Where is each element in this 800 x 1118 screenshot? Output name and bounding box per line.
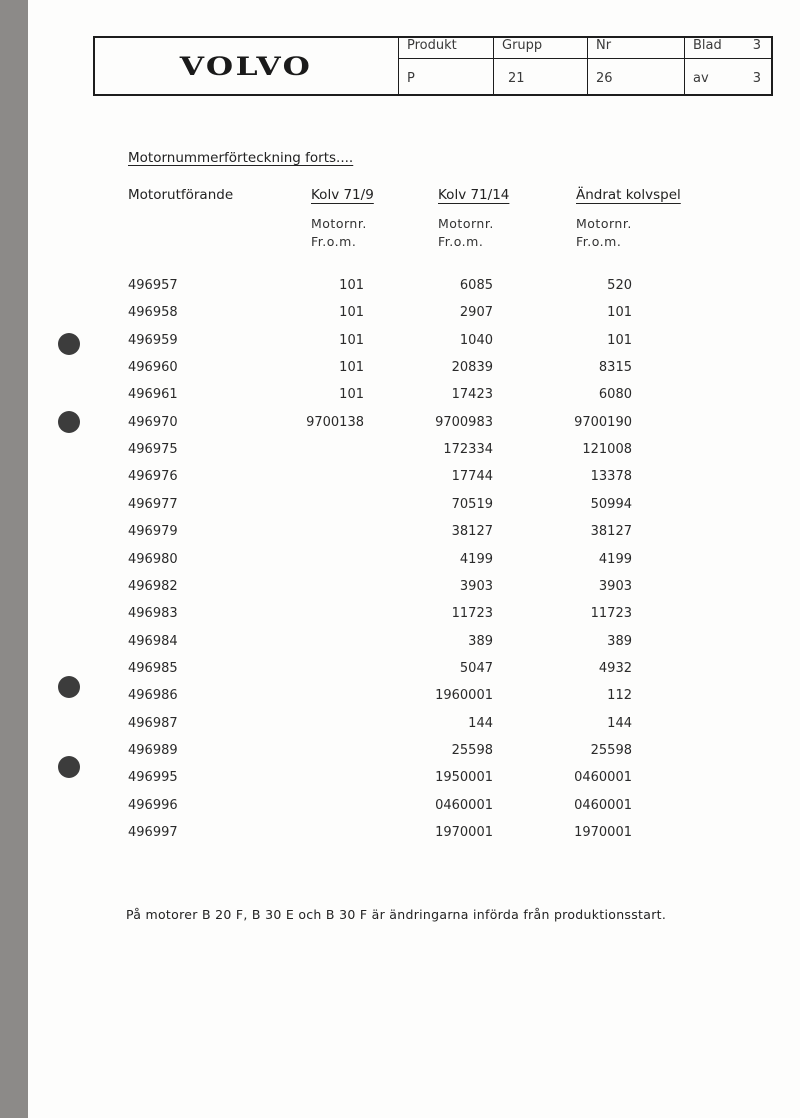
table-row [0, 688, 800, 710]
motor-number-cell: 496958 [128, 305, 178, 321]
kolv-71-14-cell: 17423 [451, 387, 493, 403]
logo-cell [95, 38, 398, 94]
kolv-71-9-cell: 101 [339, 305, 364, 321]
andrat-kolvspel-cell: 9700190 [574, 414, 632, 430]
kolv-71-14-cell: 70519 [451, 496, 493, 512]
subheader-line: Motornr. [576, 216, 632, 231]
kolv-71-14-cell: 11723 [451, 606, 493, 622]
kolv-71-14-cell: 389 [468, 633, 493, 649]
kolv-71-14-cell: 144 [468, 715, 493, 731]
subheader-line: Motornr. [438, 216, 494, 231]
motor-number-cell: 496986 [128, 688, 178, 704]
footnote: På motorer B 20 F, B 30 E och B 30 F är ändringarna införda från produktionsstart. [126, 907, 667, 922]
motor-number-cell: 496982 [128, 578, 178, 594]
andrat-kolvspel-cell: 1970001 [574, 825, 632, 840]
produkt-label: Produkt [407, 38, 457, 53]
document-header [93, 36, 773, 96]
grupp-value: 21 [508, 71, 525, 86]
table-row [0, 442, 800, 464]
kolv-71-14-cell: 6085 [459, 278, 493, 293]
table-row [0, 469, 800, 491]
table-row [0, 579, 800, 601]
kolv-71-14-cell: 1960001 [435, 688, 493, 704]
subheader-line: Fr.o.m. [311, 234, 357, 249]
kolv-71-14-cell: 38127 [451, 524, 493, 540]
table-row [0, 278, 800, 300]
andrat-kolvspel-cell: 101 [607, 305, 632, 321]
table-row [0, 305, 800, 327]
motor-number-cell: 496983 [128, 606, 178, 622]
column-subheader [311, 215, 367, 251]
column-header-kolv-71-9: Kolv 71/9 [311, 187, 374, 203]
av-label: av [693, 71, 709, 86]
table-row [0, 634, 800, 656]
kolv-71-14-cell: 4199 [459, 551, 493, 567]
motor-number-cell: 496987 [128, 715, 178, 731]
table-row [0, 825, 800, 847]
andrat-kolvspel-cell: 121008 [582, 442, 632, 458]
andrat-kolvspel-cell: 144 [607, 715, 632, 731]
andrat-kolvspel-cell: 50994 [590, 496, 632, 512]
kolv-71-9-cell: 101 [339, 360, 364, 376]
subheader-line: Fr.o.m. [438, 234, 484, 249]
motor-number-cell: 496959 [128, 332, 178, 348]
andrat-kolvspel-cell: 0460001 [574, 797, 632, 813]
motor-number-cell: 496989 [128, 742, 178, 758]
kolv-71-14-cell: 0460001 [435, 797, 493, 813]
kolv-71-14-cell: 1950001 [435, 770, 493, 786]
table-row [0, 798, 800, 820]
andrat-kolvspel-cell: 0460001 [574, 770, 632, 786]
grupp-cell [493, 38, 587, 94]
kolv-71-9-cell: 101 [339, 387, 364, 403]
andrat-kolvspel-cell: 4932 [598, 660, 632, 676]
motor-number-cell: 496997 [128, 825, 178, 840]
motor-number-cell: 496995 [128, 770, 178, 786]
kolv-71-14-cell: 5047 [459, 660, 493, 676]
kolv-71-14-cell: 1970001 [435, 825, 493, 840]
produkt-value: P [407, 71, 415, 86]
andrat-kolvspel-cell: 112 [607, 688, 632, 704]
andrat-kolvspel-cell: 101 [607, 332, 632, 348]
motor-number-cell: 496976 [128, 469, 178, 485]
motor-number-cell: 496957 [128, 278, 178, 293]
kolv-71-14-cell: 2907 [459, 305, 493, 321]
andrat-kolvspel-cell: 13378 [590, 469, 632, 485]
motor-number-cell: 496970 [128, 414, 178, 430]
andrat-kolvspel-cell: 38127 [590, 524, 632, 540]
column-subheader [438, 215, 494, 251]
volvo-logo: VOLVO [180, 51, 313, 81]
table-row [0, 606, 800, 628]
nr-cell [587, 38, 684, 94]
nr-label: Nr [596, 38, 612, 53]
motor-number-cell: 496979 [128, 524, 178, 540]
kolv-71-14-cell: 3903 [459, 578, 493, 594]
column-header-andrat-kolvspel: Ändrat kolvspel [576, 187, 681, 203]
kolv-71-14-cell: 9700983 [435, 414, 493, 430]
kolv-71-14-cell: 25598 [451, 742, 493, 758]
table-row [0, 524, 800, 546]
produkt-cell [398, 38, 493, 94]
kolv-71-9-cell: 101 [339, 278, 364, 293]
kolv-71-9-cell: 9700138 [306, 414, 364, 430]
table-row [0, 743, 800, 765]
subheader-line: Fr.o.m. [576, 234, 622, 249]
table-row [0, 497, 800, 519]
kolv-71-14-cell: 172334 [443, 442, 493, 458]
grupp-label: Grupp [502, 38, 543, 53]
kolv-71-14-cell: 17744 [451, 469, 493, 485]
motor-number-cell: 496961 [128, 387, 178, 403]
kolv-71-9-cell: 101 [339, 332, 364, 348]
motor-number-cell: 496977 [128, 496, 178, 512]
motor-number-cell: 496985 [128, 660, 178, 676]
table-row [0, 661, 800, 683]
andrat-kolvspel-cell: 11723 [590, 606, 632, 622]
column-subheader [576, 215, 632, 251]
motor-number-cell: 496996 [128, 797, 178, 813]
motor-number-cell: 496980 [128, 551, 178, 567]
subheader-line: Motornr. [311, 216, 367, 231]
kolv-71-14-cell: 1040 [459, 332, 493, 348]
table-row [0, 415, 800, 437]
motor-number-cell: 496960 [128, 360, 178, 376]
table-row [0, 360, 800, 382]
andrat-kolvspel-cell: 3903 [598, 578, 632, 594]
av-value: 3 [752, 71, 761, 86]
nr-value: 26 [596, 71, 613, 86]
table-row [0, 333, 800, 355]
andrat-kolvspel-cell: 4199 [598, 551, 632, 567]
blad-cell [684, 38, 773, 94]
blad-value: 3 [752, 38, 761, 53]
document-title: Motornummerförteckning forts.... [128, 150, 354, 166]
table-row [0, 716, 800, 738]
andrat-kolvspel-cell: 520 [607, 278, 632, 293]
column-header-kolv-71-14: Kolv 71/14 [438, 187, 510, 203]
table-row [0, 387, 800, 409]
table-row [0, 552, 800, 574]
table-row [0, 770, 800, 792]
andrat-kolvspel-cell: 389 [607, 633, 632, 649]
andrat-kolvspel-cell: 6080 [598, 387, 632, 403]
motor-number-cell: 496975 [128, 442, 178, 458]
blad-label: Blad [693, 38, 722, 53]
motor-number-cell: 496984 [128, 633, 178, 649]
andrat-kolvspel-cell: 25598 [590, 742, 632, 758]
column-header-motor: Motorutförande [128, 187, 234, 203]
andrat-kolvspel-cell: 8315 [598, 360, 632, 376]
kolv-71-14-cell: 20839 [451, 360, 493, 376]
